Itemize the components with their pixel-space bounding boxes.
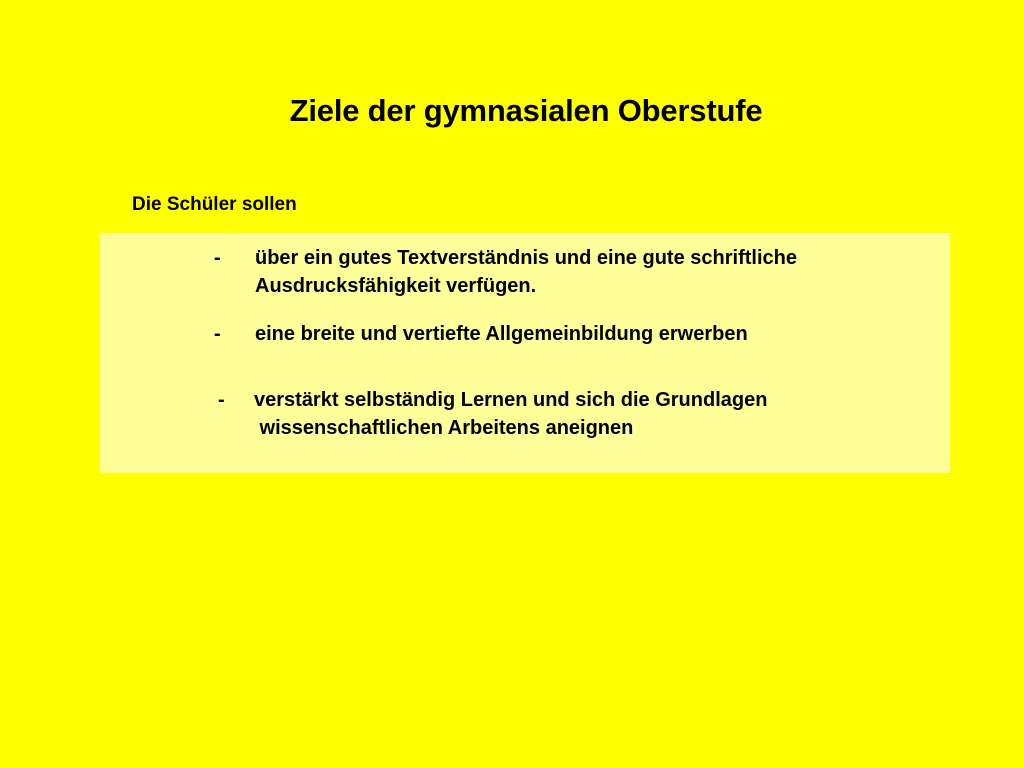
bullet-dash: - <box>214 247 221 269</box>
goal-text <box>214 244 915 300</box>
goal-text <box>214 320 895 348</box>
bullet-dash: - <box>218 389 225 411</box>
goal-item-text-comprehension <box>214 244 915 300</box>
goal-text-line-1: über ein gutes Textverständnis und eine gute schriftliche <box>255 247 797 269</box>
goal-text-line-1: verstärkt selbständig Lernen und sich die Grundlagen <box>254 389 768 411</box>
goal-item-general-education <box>214 320 895 348</box>
bullet-dash: - <box>214 323 221 345</box>
slide-title: Ziele der gymnasialen Oberstufe <box>289 93 763 128</box>
goal-text-line-2: Ausdrucksfähigkeit verfügen. <box>255 275 537 297</box>
goal-item-independent-learning <box>218 386 894 442</box>
goal-text-line-1: eine breite und vertiefte Allgemeinbildung erwerben <box>255 323 748 345</box>
goal-text <box>218 386 894 442</box>
goals-box <box>100 233 950 473</box>
goal-text-line-2: wissenschaftlichen Arbeitens aneignen <box>254 417 634 439</box>
intro-text: Die Schüler sollen <box>132 194 297 215</box>
